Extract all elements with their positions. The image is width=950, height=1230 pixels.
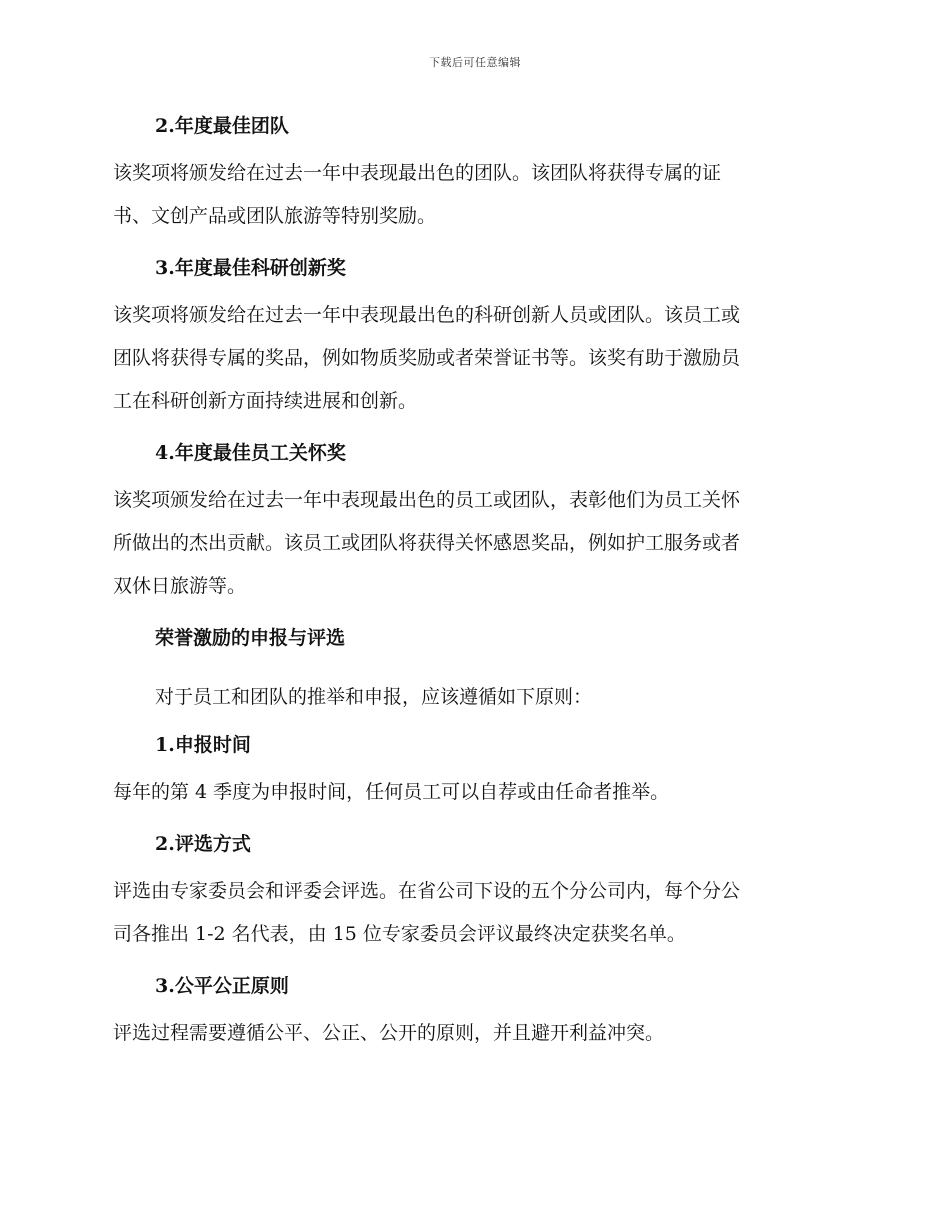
method-line-1: 评选由专家委员会和评委会评选。在省公司下设的五个分公司内，每个分公 — [113, 880, 741, 902]
research-award-heading: 3.年度最佳科研创新奖 — [155, 257, 346, 279]
time-heading: 1.申报时间 — [155, 734, 251, 756]
page-header: 下载后可任意编辑 — [429, 56, 521, 69]
care-award-line-3: 双休日旅游等。 — [113, 575, 247, 597]
research-award-line-1: 该奖项将颁发给在过去一年中表现最出色的科研创新人员或团队。该员工或 — [113, 304, 741, 326]
document-body — [113, 112, 838, 1055]
team-award-line-2: 书、文创产品或团队旅游等特别奖励。 — [113, 205, 437, 227]
fairness-heading: 3.公平公正原则 — [155, 975, 289, 997]
care-award-line-2: 所做出的杰出贡献。该员工或团队将获得关怀感恩奖品，例如护工服务或者 — [113, 532, 741, 554]
selection-intro: 对于员工和团队的推举和申报，应该遵循如下原则： — [155, 686, 593, 708]
method-heading: 2.评选方式 — [155, 833, 251, 855]
research-award-line-3: 工在科研创新方面持续进展和创新。 — [113, 390, 418, 412]
fairness-line-1: 评选过程需要遵循公平、公正、公开的原则，并且避开利益冲突。 — [113, 1022, 665, 1044]
time-line-1: 每年的第 4 季度为申报时间，任何员工可以自荐或由任命者推举。 — [113, 781, 670, 803]
care-award-heading: 4.年度最佳员工关怀奖 — [155, 442, 346, 464]
team-award-heading: 2.年度最佳团队 — [155, 115, 289, 137]
method-line-2: 司各推出 1-2 名代表，由 15 位专家委员会评议最终决定获奖名单。 — [113, 923, 686, 945]
care-award-line-1: 该奖项颁发给在过去一年中表现最出色的员工或团队，表彰他们为员工关怀 — [113, 489, 741, 511]
team-award-line-1: 该奖项将颁发给在过去一年中表现最出色的团队。该团队将获得专属的证 — [113, 162, 722, 184]
selection-heading: 荣誉激励的申报与评选 — [155, 627, 346, 649]
research-award-line-2: 团队将获得专属的奖品，例如物质奖励或者荣誉证书等。该奖有助于激励员 — [113, 347, 741, 369]
